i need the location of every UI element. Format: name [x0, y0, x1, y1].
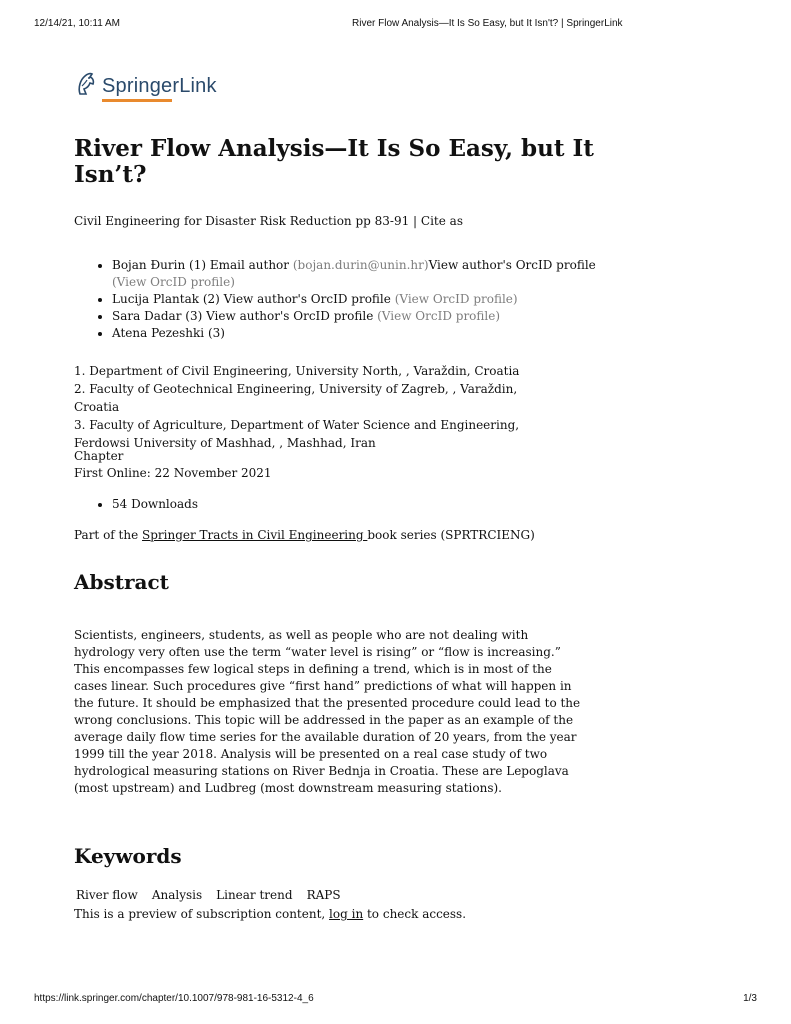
- author-email[interactable]: (bojan.durin@unin.hr): [292, 258, 429, 272]
- affiliations: [74, 362, 554, 452]
- logo-link-text: Link: [179, 75, 217, 97]
- logo-wordmark: [102, 75, 217, 98]
- series-link[interactable]: Springer Tracts in Civil Engineering: [142, 528, 368, 542]
- preview-prefix: This is a preview of subscription content,: [74, 907, 330, 921]
- chapter-type: Chapter: [74, 449, 124, 463]
- print-footer: [34, 993, 757, 1007]
- book-title[interactable]: Civil Engineering for Disaster Risk Reduction pp 83-91: [74, 214, 410, 228]
- logo-brand-text: Springer: [102, 75, 180, 97]
- author-name[interactable]: Lucija Plantak: [112, 292, 199, 306]
- book-separator: |: [409, 214, 421, 228]
- abstract-text: Scientists, engineers, students, as well as people who are not dealing with hydrology very often use the term “water level is rising” or “flow is increasing.” This encompasses few logical steps in defining a trend, which is in most of the cases linear. Such procedures give “first hand” predictions of what will happen in the future. It should be emphasized that the presented procedure could lead to the wrong conclusions. This topic will be addressed in the paper as an example of the average daily flow time series for the available duration of 20 years, from the year 1999 till the year 2018. Analysis will be presented on a real case study of two hydrological measuring stations on River Bednja in Croatia. These are Lepoglava (most upstream) and Ludbreg (most downstream measuring stations).: [74, 628, 581, 795]
- author-name[interactable]: Sara Dadar: [112, 309, 182, 323]
- email-author-link[interactable]: Email author: [209, 258, 290, 272]
- series-prefix: Part of the: [74, 528, 143, 542]
- cite-as-link[interactable]: Cite as: [420, 214, 463, 228]
- author-ref: (3): [185, 309, 203, 323]
- print-page-title: River Flow Analysis—It Is So Easy, but It Isn't? | SpringerLink: [352, 18, 623, 29]
- affiliation-item: 3. Faculty of Agriculture, Department of Water Science and Engineering, Ferdowsi University of Mashhad, , Mashhad, Iran: [74, 418, 520, 450]
- keyword-item[interactable]: RAPS: [306, 888, 341, 902]
- orcid-label[interactable]: View author's OrcID profile: [428, 258, 596, 272]
- logo-accent-bar: [102, 99, 172, 102]
- author-name[interactable]: Bojan Đurin: [112, 258, 186, 272]
- series-suffix: book series (SPRTRCIENG): [367, 528, 535, 542]
- article-title: River Flow Analysis—It Is So Easy, but It Isn’t?: [74, 135, 594, 188]
- print-page-number: 1/3: [743, 993, 757, 1004]
- chapter-info: [74, 448, 272, 482]
- login-link[interactable]: log in: [329, 907, 364, 921]
- keyword-item[interactable]: River flow: [76, 888, 138, 902]
- orcid-link[interactable]: (View OrcID profile): [394, 292, 518, 306]
- author-ref: (2): [202, 292, 220, 306]
- downloads-count: • 54 Downloads: [112, 497, 198, 511]
- author-name[interactable]: Atena Pezeshki: [112, 326, 205, 340]
- keywords-heading: Keywords: [74, 844, 182, 868]
- book-line: [74, 214, 463, 228]
- author-ref: (1): [189, 258, 207, 272]
- author-item: [112, 291, 612, 308]
- orcid-link[interactable]: (View OrcID profile): [377, 309, 501, 323]
- orcid-label[interactable]: View author's OrcID profile: [206, 309, 374, 323]
- author-item: [112, 308, 612, 325]
- preview-suffix: to check access.: [363, 907, 467, 921]
- springerlink-logo[interactable]: [74, 70, 217, 104]
- author-item: [112, 325, 612, 342]
- author-list: [74, 257, 612, 342]
- print-datetime: 12/14/21, 10:11 AM: [34, 18, 120, 29]
- keyword-item[interactable]: Linear trend: [216, 888, 293, 902]
- affiliation-item: 1. Department of Civil Engineering, University North, , Varaždin, Croatia: [74, 364, 520, 378]
- affiliation-item: 2. Faculty of Geotechnical Engineering, University of Zagreb, , Varaždin, Croatia: [74, 382, 518, 414]
- orcid-link[interactable]: (View OrcID profile): [112, 275, 235, 289]
- orcid-label[interactable]: View author's OrcID profile: [223, 292, 391, 306]
- print-url: https://link.springer.com/chapter/10.1007/978-981-16-5312-4_6: [34, 993, 314, 1004]
- abstract-heading: Abstract: [74, 570, 169, 594]
- springer-horse-icon: [74, 70, 98, 98]
- author-ref: (3): [207, 326, 225, 340]
- metrics-list: [74, 497, 198, 511]
- keyword-list: [76, 888, 341, 902]
- keyword-item[interactable]: Analysis: [151, 888, 203, 902]
- first-online-date: First Online: 22 November 2021: [74, 466, 272, 480]
- print-header: [34, 18, 757, 32]
- subscription-notice: [74, 907, 466, 921]
- author-item: [112, 257, 612, 291]
- book-series: [74, 528, 535, 542]
